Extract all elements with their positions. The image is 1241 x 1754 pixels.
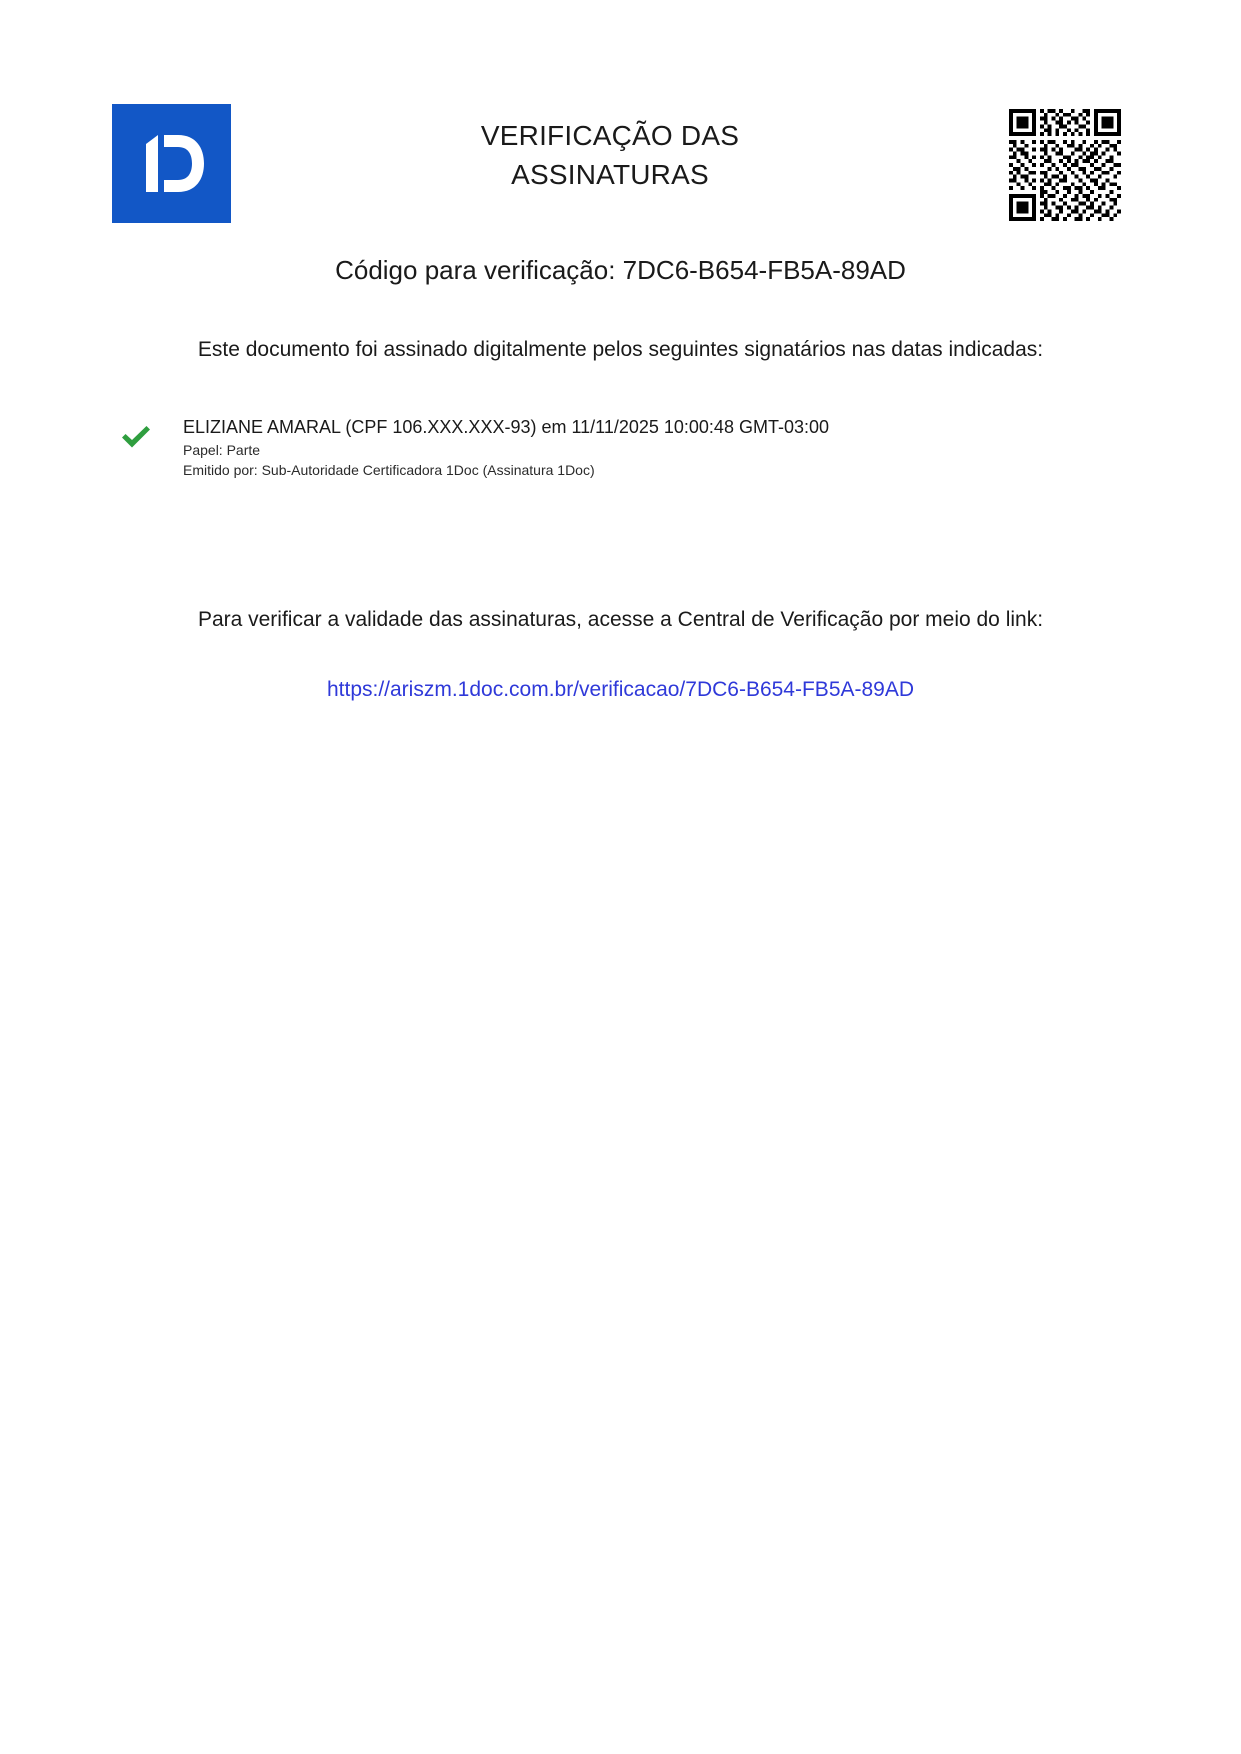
- verification-link-wrapper: [0, 678, 1241, 702]
- intro-text: Este documento foi assinado digitalmente pelos seguintes signatários nas datas indicadas:: [197, 338, 1044, 361]
- verification-code: Código para verificação: 7DC6-B654-FB5A-89AD: [335, 255, 906, 285]
- page-title-line1: VERIFICAÇÃO DAS: [480, 120, 740, 151]
- list-item: [120, 415, 1121, 480]
- check-icon: [120, 424, 152, 450]
- verification-link[interactable]: https://ariszm.1doc.com.br/verificacao/7DC6-B654-FB5A-89AD: [326, 678, 915, 701]
- onedoc-logo: [112, 104, 231, 223]
- page-header: [0, 104, 1241, 224]
- signature-list: [120, 415, 1121, 504]
- signature-line: ELIZIANE AMARAL (CPF 106.XXX.XXX-93) em 11/11/2025 10:00:48 GMT-03:00: [183, 417, 829, 437]
- qr-code-icon: [1009, 109, 1121, 221]
- page-title: [300, 116, 920, 194]
- verify-instruction: Para verificar a validade das assinaturas, acesse a Central de Verificação por meio do link:: [197, 608, 1044, 631]
- signature-issuer: Emitido por: Sub-Autoridade Certificadora 1Doc (Assinatura 1Doc): [183, 462, 595, 478]
- signature-role: Papel: Parte: [183, 442, 261, 458]
- page-title-line2: ASSINATURAS: [511, 159, 709, 190]
